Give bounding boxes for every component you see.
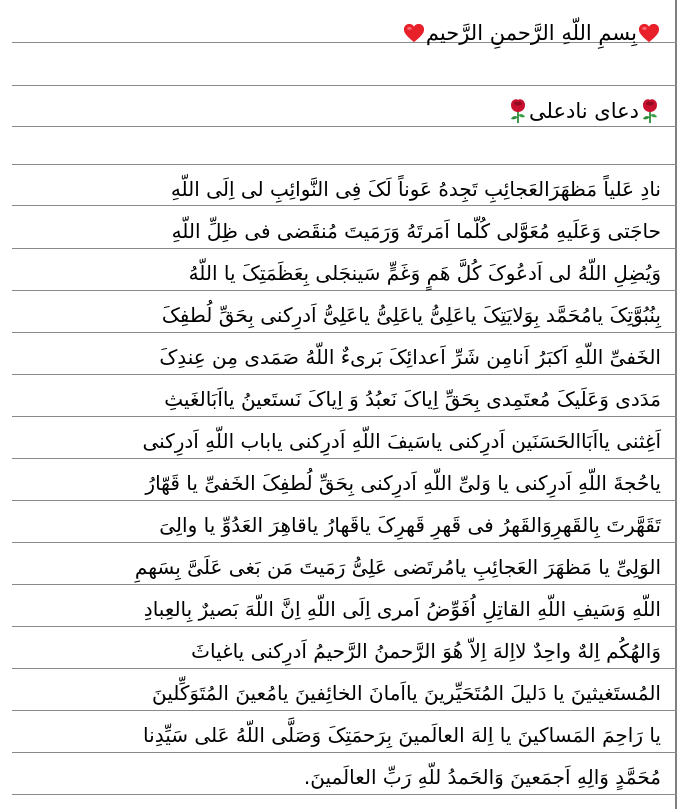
- ruled-line: [12, 332, 677, 333]
- prayer-line: یاحُجةَ اللّهِ اَدرِکنی یا وَلیِّ اللّهِ اَدرِکنی بِحَقِّ لُطفِکَ الخَفیِّ یا قَهّارُ: [145, 471, 661, 495]
- prayer-line: تَقَهَّرتَ بِالقَهرِوَالقَهرُ فی قَهرِ قَهرِکَ یاقَهارُ یاقاهِرَ العَدُوِّ یا والِیَ: [159, 513, 661, 537]
- ruled-line: [12, 710, 677, 711]
- prayer-line: مَدَدی وَعَلَیکَ مُعتَمِدی بِحَقِّ اِیاکَ نَعبُدُ وَ اِیاکَ نَستَعینُ یااَبَالغَیثِ: [164, 387, 661, 411]
- ruled-line: [12, 85, 677, 86]
- title-text: بِسمِ اللّهِ الرَّحمنِ الرَّحیم: [425, 21, 637, 45]
- ruled-line: [12, 126, 677, 127]
- ruled-line: [12, 205, 677, 206]
- heart-icon: [638, 22, 660, 44]
- prayer-subtitle: [14, 96, 661, 126]
- prayer-line: الخَفیِّ اللّهِ اَکبَرُ اَنامِن شَرِّ اَعدائِکَ بَریءٌ اللّهُ صَمَدی مِن عِندِکَ: [159, 345, 661, 369]
- ruled-line: [12, 626, 677, 627]
- ruled-line: [12, 458, 677, 459]
- ruled-line: [12, 416, 677, 417]
- prayer-line: مُحَمَّدٍ وَالِهِ اَجمَعینَ وَالحَمدُ للّهِ رَبِّ العالَمینَ.: [303, 765, 661, 789]
- prayer-line: الوَلِیِّ یا مَظهَرَ العَجائِبِ یامُرتَضی عَلِیُّ رَمَیتَ مَن بَغی عَلَیَّ بِسَهمِ: [134, 555, 661, 579]
- subtitle-text: دعای نادعلی: [529, 99, 639, 123]
- ruled-line: [12, 374, 677, 375]
- prayer-line: نادِ عَلیاً مَظهَرَالعَجائِبِ تَجِدهُ عَوناً لَکَ فِی النَّوائِبِ لی اِلَی اللّهِ: [170, 177, 661, 201]
- ruled-line: [12, 794, 677, 795]
- prayer-line: وَالهُکُم اِلهٌ واحِدٌ لااِلهَ اِلاّ هُوَ الرَّحمنُ الرَّحیمُ اَدرِکنی یاغیاثَ: [191, 639, 661, 663]
- rose-icon: [508, 98, 528, 124]
- ruled-line: [12, 584, 677, 585]
- ruled-line: [12, 248, 677, 249]
- prayer-line: حاجَتی وَعَلَیهِ مُعَوَّلی کُلّما اَمَرتَهُ وَرَمَیتَ مُنقَضی فی ظِلِّ اللّهِ: [171, 219, 661, 243]
- ruled-line: [12, 290, 677, 291]
- bismillah-title: [14, 18, 661, 48]
- prayer-line: یا رَاحِمَ المَساکینَ یا اِلهَ العالَمینَ بِرَحمَتِکَ وَصَلَّی اللّهُ عَلی سَیِّدِنا: [143, 723, 661, 747]
- ruled-line: [12, 500, 677, 501]
- prayer-line: المُستَغیثینَ یا دَلیلَ المُتَحَیِّرینَ یااَمانَ الخائِفینَ یامُعینَ المُتَوَکِّلینَ: [151, 681, 661, 705]
- prayer-line: اَغِثنی یااَبَاالحَسَنَین اَدرِکنی یاسَیفَ اللّهِ اَدرِکنی یاباب اللّهِ اَدرِکنی: [142, 429, 661, 453]
- ruled-line: [12, 752, 677, 753]
- rose-icon: [640, 98, 660, 124]
- ruled-line: [12, 668, 677, 669]
- prayer-line: بِنُبُوَّتِکَ یامُحَمَّد بِوَلایَتِکَ یاعَلِیُّ یاعَلِیُّ یاعَلِیُّ اَدرِکنی بِحَقِّ لُطفِکَ: [161, 303, 661, 327]
- ruled-line: [12, 164, 677, 165]
- heart-icon: [403, 22, 425, 44]
- prayer-line: وَیُضِلِ اللّهُ لی اَدعُوکَ کُلَّ هَمٍ وَغَمٍّ سَینجَلی بِعَظَمَتِکَ یا اللّهُ: [188, 261, 661, 285]
- ruled-line: [12, 542, 677, 543]
- prayer-line: اللّهِ وَسَیفِ اللّهِ القاتِلِ اُفَوِّضُ اَمری اِلَی اللّهِ اِنَّ اللّهَ بَصیرٌ بِالعِبادِ: [143, 597, 661, 621]
